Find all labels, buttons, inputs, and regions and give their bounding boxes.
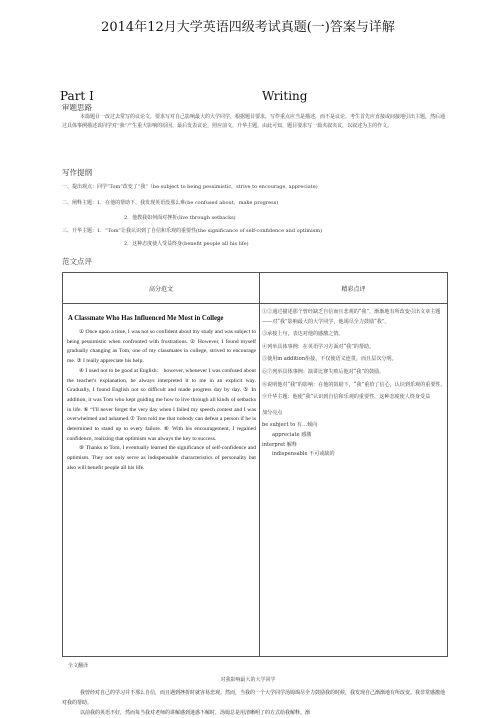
page-title: 2014年12月大学英语四级考试真题(一)答案与详解 bbox=[101, 20, 395, 35]
section-title: Writing bbox=[262, 89, 308, 103]
essay-body bbox=[67, 328, 256, 474]
translation-heading: 全文翻译 bbox=[68, 663, 89, 669]
essay-paragraph: ① Once upon a time, I was not so confident about my study and was subject to being pessimistic when confronted with frustrations. ② However, I found myself gradually changing as Tom, one of my classmates in college, strived to encourage me. ③ I really appreciate his help. bbox=[67, 329, 256, 365]
comment-item: ④列举具体事例：在英语学习方面对“我”的帮助。 bbox=[262, 343, 375, 350]
essay-paragraph: ④ I used not to be good at English： however, whenever I was confused about the teacher's explanation, he always interpreted it to me in an explicit way. Gradually, I found English not so difficult and made progress day by day. ⑤ In addition, it was Tom who kept guiding me how to live through all kinds of setbacks in life. ⑥ “I'll never forget the very day when I failed my speech contest and I was overwhelmed and ashamed.⑦ Tom told me that nobody can defeat a person if he is determined to stand up to every failure. ⑧ With his encouragement, I regained confidence, realizing that optimism was always the key to success. bbox=[67, 367, 256, 442]
comment-item: ③承接上句，表达对他的感激之情。 bbox=[262, 331, 344, 338]
analysis-heading: 审题思路 bbox=[62, 103, 92, 112]
outline-line: 一、提出观点：同学“Tom”改变了“我”（be subject to being pessimistic，strive to encourage, appreciate) bbox=[62, 184, 318, 190]
outline-line: 2．这种态度使人受益终身(benefit people all his life) bbox=[124, 241, 249, 247]
essay-paragraph: ⑨ Thanks to Tom, I eventually learned the significance of self-confidence and optimism. They not only serve as indispensable characteristics of personality but also will benefit people all his life. bbox=[67, 445, 256, 471]
comment-item: ①②通过描述那个曾经缺乏自信而且悲观的“我”，渐渐地有所改变引出文章主题——对“我”影响最大的大学同学，他竭尽全力鼓励“我”。 bbox=[262, 309, 441, 325]
highlight-item: be subject to 有…倾向 bbox=[262, 422, 318, 429]
essay-title: A Classmate Who Has Influenced Me Most in College bbox=[68, 315, 224, 322]
outline-line: 二、阐释主题：1．在他的帮助下，我发现英语没那么难(be confused about，make progress) bbox=[62, 200, 279, 206]
comment-item: ⑨升华主题：他使“我”认识到自信和乐观的重要性，这种态度使人终身受益 bbox=[262, 394, 431, 401]
outline-heading: 写作提纲 bbox=[62, 168, 92, 177]
highlight-item: indispensable 不可或缺的 bbox=[272, 451, 335, 458]
sample-table bbox=[62, 272, 448, 657]
highlight-item: appreciate 感激 bbox=[272, 431, 312, 438]
highlights-heading: 加分亮点 bbox=[262, 409, 283, 416]
outline-line: 2．他教我如何面对挫折(live through setbacks) bbox=[124, 215, 236, 221]
translation-body bbox=[62, 688, 448, 718]
outline-line: 三、升华主题：1．“Tom”让我认识到了自信和乐观的重要性(the significance of self-confidence and optimism) bbox=[62, 228, 323, 234]
comment-item: ⑤使用in addition衔接，不仅使语义连贯，而且层次分明。 bbox=[262, 356, 397, 363]
column-divider bbox=[259, 273, 260, 656]
header-divider bbox=[63, 303, 447, 304]
translation-paragraph: 我曾经对自己的学习并不那么自信，而且遇到挫折时就容易悲观。然而，当我的一个大学同学汤姆竭尽全力鼓励我的时候，我发现自己渐渐地有所改变。我非常感激他对我的帮助。 bbox=[62, 690, 446, 706]
translation-title: 对我影响最大的大学同学 bbox=[220, 677, 276, 683]
comment-item: ⑥⑦列举具体事例：演讲比赛失败后他对“我”的鼓励。 bbox=[262, 368, 385, 375]
analysis-text: 本篇题目一改过去常写的议论文，要求写对自己影响最大的大学同学，根据题目要求，写作重点应当是描述，而不是议论。考生首先应直接或间接地引出主题，然后通过具体事例描述该同学对“我”产生重大影响的原因，最后发表议论，照应前文，升华主题。由此可知，题目要求写一篇夹叙夹议，以叙述为主的作文。 bbox=[62, 114, 446, 130]
comment-column-header: 精彩点评 bbox=[341, 286, 366, 293]
comment-item: ⑧说明他对“我”的影响：在他的鼓励下，“我”重拾了信心，认识到乐观的重要性。 bbox=[262, 381, 446, 388]
essay-column-header: 高分范文 bbox=[148, 286, 173, 293]
part-label: Part Ⅰ bbox=[60, 89, 94, 103]
highlight-item: interpret 解释 bbox=[262, 441, 297, 448]
sample-heading: 范文点评 bbox=[62, 257, 92, 266]
translation-paragraph: 以前我的英语不好，然而每当我对老师的讲解感到迷惑不解时，汤姆总是用清晰明了的方式给我解释。渐 bbox=[80, 710, 311, 716]
comments-body bbox=[262, 308, 446, 460]
